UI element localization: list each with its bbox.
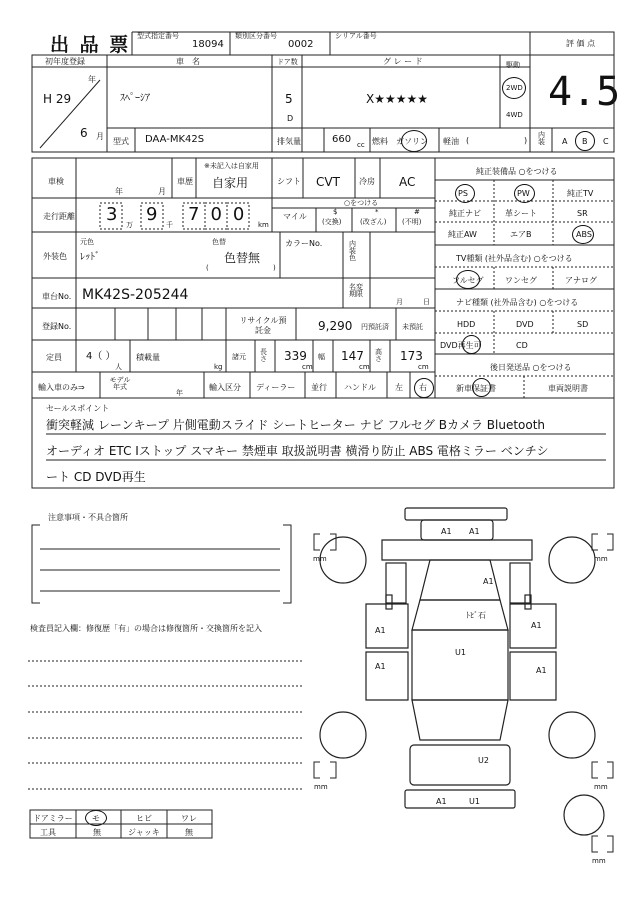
- tv-fullseg: フルセグ: [452, 276, 484, 285]
- reg-no-label: 登録No.: [42, 322, 72, 331]
- acc-tools: 工具: [40, 828, 56, 837]
- class-code: 0002: [288, 39, 314, 50]
- height-unit: cm: [418, 363, 429, 371]
- odo-exchange-label: (交換): [322, 218, 342, 226]
- interior-a: A: [562, 137, 568, 146]
- door-label: ドア数: [277, 58, 298, 66]
- name-change-day-unit: 日: [423, 298, 430, 306]
- mark-roof: U1: [455, 648, 466, 657]
- drive-label: 駆動: [506, 61, 520, 69]
- width-value: 147: [341, 349, 364, 363]
- car-name-label: 車 名: [176, 57, 200, 66]
- tv-oneseg: ワンセグ: [505, 276, 537, 285]
- fuel-label: 燃料: [372, 137, 388, 146]
- handle-right-circle: [414, 378, 434, 398]
- handle-right: 右: [419, 383, 427, 392]
- import-type-label: 輸入区分: [209, 383, 241, 392]
- repaint-value: 色替無: [224, 251, 261, 265]
- chassis-label: 車台No.: [42, 292, 72, 301]
- interior-color-label: 内装色: [349, 240, 356, 262]
- equip-airbag: エアB: [510, 230, 532, 239]
- sheet-title: 出 品 票: [50, 34, 131, 56]
- equip-aw: 純正AW: [448, 230, 477, 239]
- odo-tamper: *: [375, 208, 379, 216]
- navi-sd: SD: [577, 320, 589, 329]
- acc-tools-value: 無: [93, 828, 101, 837]
- chassis-value: MK42S-205244: [82, 287, 189, 303]
- history-note: ※未記入は自家用: [204, 162, 259, 170]
- mm-label-1: mm: [313, 555, 327, 563]
- load-unit: kg: [214, 363, 223, 371]
- type-label: 型式: [113, 137, 129, 146]
- mileage-hundreds: 700: [188, 204, 256, 225]
- handle-left: 左: [395, 383, 403, 392]
- displacement-value: 660: [332, 134, 352, 145]
- interior-b-circle: [575, 131, 595, 151]
- recycle-unpaid: 未預託: [402, 323, 423, 331]
- acc-jack-value: 無: [185, 828, 193, 837]
- import-dealer: ディーラー: [256, 383, 296, 392]
- mm-label-4: mm: [594, 783, 608, 791]
- mm-label-3: mm: [314, 783, 328, 791]
- equip-pw-circle: [514, 184, 535, 203]
- type-code: DAA-MK42S: [145, 134, 205, 145]
- car-diagram: [320, 508, 604, 835]
- mileage-man-unit: 万: [126, 221, 133, 229]
- import-parallel: 並行: [311, 383, 327, 392]
- first-reg-year-unit: 年: [88, 75, 96, 84]
- color-no-label: カラーNo.: [285, 239, 323, 248]
- navi-title: ナビ種類 (社外品含む) ○をつける: [456, 298, 579, 307]
- mark-front-left: A1: [441, 527, 452, 536]
- mileage-thousand-unit: 千: [166, 221, 173, 229]
- mm-label-2: mm: [594, 555, 608, 563]
- recycle-paid: 円預託済: [361, 323, 389, 331]
- history-value: 自家用: [212, 176, 249, 190]
- equip-navi: 純正ナビ: [449, 209, 481, 218]
- docs-warranty-circle: [472, 378, 491, 397]
- navi-hdd: HDD: [457, 320, 476, 329]
- acc-door-mirror-value: モ: [92, 814, 100, 823]
- navi-dvd: DVD: [516, 320, 534, 329]
- model-year-label: モデル年式: [109, 376, 131, 391]
- drive-4wd: 4WD: [506, 111, 523, 119]
- tv-fullseg-circle: [456, 270, 480, 289]
- color-label: 外装色: [43, 252, 67, 261]
- name-change-label: 名変期限: [349, 283, 363, 298]
- sales-line-2: オーディオ ETC Iストップ スマキー 禁煙車 取扱説明書 横滑り防止 ABS 電格ミラー ベンチシ: [46, 444, 549, 458]
- mm-label-5: mm: [592, 857, 606, 865]
- mile-label: マイル: [283, 212, 307, 221]
- serial-label: シリアル番号: [335, 32, 377, 40]
- score-label: 評 価 点: [566, 39, 596, 48]
- length-label: 長さ: [260, 348, 267, 363]
- mark-door-fr: A1: [531, 621, 542, 630]
- tv-analog: アナログ: [565, 276, 597, 285]
- mark-back-door: U2: [478, 756, 489, 765]
- interior-c: C: [603, 137, 609, 146]
- recycle-label: リサイクル預託金: [239, 316, 287, 335]
- first-reg-month-unit: 月: [96, 132, 104, 141]
- class-code-label: 類別区分番号: [235, 32, 277, 40]
- inspector-label: 検査員記入欄：修復歴「有」の場合は修復箇所・交換箇所を記入: [30, 624, 262, 633]
- equip-pw: PW: [517, 189, 530, 198]
- odo-check-label: ○をつける: [344, 199, 379, 207]
- odo-unknown-label: (不明): [402, 218, 422, 226]
- import-label: 輸入車のみ⇒: [38, 383, 85, 392]
- odo-tamper-label: (改ざん): [360, 218, 387, 226]
- model-code-label: 型式指定番号: [137, 32, 179, 40]
- shift-label: シフト: [277, 177, 301, 186]
- mark-rear-u1: U1: [469, 797, 480, 806]
- mark-door-rl: A1: [375, 662, 386, 671]
- dvd-playback-circle: [462, 335, 481, 354]
- equip-abs-circle: [572, 225, 594, 244]
- mark-front-right: A1: [469, 527, 480, 536]
- acc-break: ワレ: [181, 814, 197, 823]
- drive-2wd: 2WD: [506, 84, 523, 92]
- shift-value: CVT: [316, 175, 340, 189]
- sales-label: セールスポイント: [46, 404, 110, 413]
- load-label: 積載量: [136, 353, 160, 362]
- mark-windshield: ﾄﾋﾞ石: [466, 611, 486, 620]
- model-year-unit: 年: [176, 389, 183, 397]
- equip-leather: 革シート: [505, 209, 537, 218]
- odo-unknown: #: [414, 208, 420, 216]
- repaint-label: 色替: [212, 238, 226, 246]
- width-label: 幅: [318, 353, 325, 361]
- equip-sr: SR: [577, 209, 588, 218]
- cd: CD: [516, 341, 528, 350]
- caution-label: 注意事項・不具合箇所: [48, 513, 128, 522]
- ac-label: 冷房: [359, 177, 375, 186]
- car-name: ｽﾍﾟｰｼｱ: [120, 93, 150, 104]
- equip-ps: PS: [458, 189, 468, 198]
- acc-crack: ヒビ: [136, 814, 152, 823]
- mark-door-fl: A1: [375, 626, 386, 635]
- first-reg-month: 6: [80, 126, 88, 140]
- length-value: 339: [284, 349, 307, 363]
- grade-label: グ レ ー ド: [383, 57, 423, 66]
- name-change-month-unit: 月: [396, 298, 403, 306]
- capacity-label: 定員: [46, 353, 62, 362]
- docs-title: 後日発送品 ○をつける: [490, 363, 572, 372]
- fuel-diesel: 軽油: [443, 137, 459, 146]
- length-unit: cm: [302, 363, 313, 371]
- grade-value: X★★★★★: [366, 92, 429, 106]
- sales-line-3: ート CD DVD再生: [46, 470, 146, 484]
- equip-abs: ABS: [576, 230, 592, 239]
- equipment-title: 純正装備品 ○をつける: [476, 167, 558, 176]
- height-value: 173: [400, 349, 423, 363]
- inspection-label: 車検: [48, 177, 64, 186]
- docs-warranty: 新車保証書: [456, 384, 496, 393]
- height-label: 高さ: [375, 348, 382, 363]
- acc-jack: ジャッキ: [128, 828, 160, 837]
- tv-title: TV種類 (社外品含む) ○をつける: [456, 254, 573, 263]
- sales-line-1: 衝突軽減 レーンキープ 片側電動スライド シートヒーター ナビ フルセグ Bカメラ Bluetooth: [46, 418, 546, 432]
- fuel-gasoline-circle: [401, 130, 427, 152]
- displacement-label: 排気量: [277, 137, 301, 146]
- capacity-unit: 人: [115, 363, 122, 371]
- mileage-label: 走行距離: [43, 212, 75, 221]
- equip-tv: 純正TV: [567, 189, 594, 198]
- width-unit: cm: [359, 363, 370, 371]
- door-type: D: [287, 114, 294, 123]
- mark-rear-a1: A1: [436, 797, 447, 806]
- capacity-value: 4（ ）: [86, 351, 116, 362]
- acc-mirror-circle: [85, 810, 107, 826]
- handle-label: ハンドル: [344, 383, 376, 392]
- recycle-value: 9,290: [318, 319, 353, 333]
- docs-manual: 車両説明書: [548, 384, 588, 393]
- mileage-man: 3: [106, 204, 118, 225]
- original-color-label: 元色: [80, 238, 94, 246]
- equip-ps-circle: [455, 184, 475, 203]
- odo-exchange: $: [333, 208, 338, 216]
- dims-label: 諸元: [232, 353, 246, 361]
- ac-value: AC: [399, 175, 416, 189]
- first-reg-era: H 29: [43, 92, 72, 106]
- fuel-gasoline: ガソリン: [396, 137, 428, 146]
- model-code: 18094: [192, 39, 224, 50]
- score-value: 4.5: [548, 69, 621, 115]
- displacement-unit: cc: [357, 141, 365, 149]
- door-count: 5: [285, 92, 293, 106]
- mileage-unit: km: [258, 221, 269, 229]
- inspection-year-unit: 年: [115, 187, 123, 196]
- mark-door-rr: A1: [536, 666, 547, 675]
- history-label: 車歴: [177, 177, 193, 186]
- mileage-thousand: 9: [146, 204, 158, 225]
- interior-label: 内装: [538, 131, 545, 146]
- dvd-playback: DVD再生可: [440, 341, 482, 350]
- drive-2wd-circle: [502, 77, 526, 99]
- interior-b: B: [582, 137, 588, 146]
- inspection-month-unit: 月: [158, 187, 166, 196]
- mark-hood: A1: [483, 577, 494, 586]
- acc-door-mirror: ドアミラー: [33, 814, 73, 823]
- original-color: ﾚｯﾄﾞ: [80, 252, 100, 263]
- first-reg-label: 初年度登録: [45, 57, 85, 66]
